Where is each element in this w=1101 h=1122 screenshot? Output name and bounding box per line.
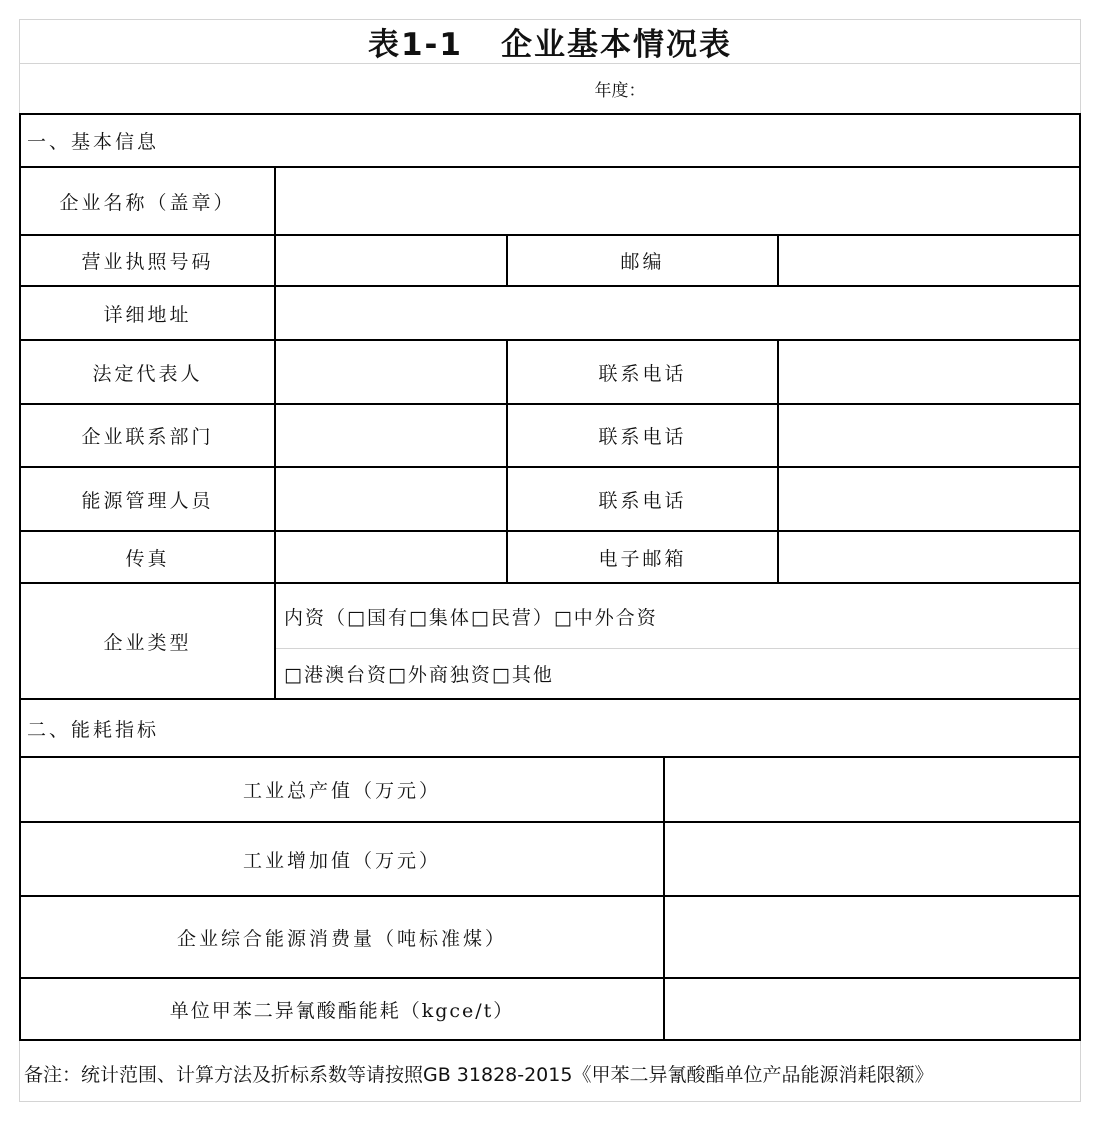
field-industrial-output[interactable] — [665, 758, 1079, 821]
label-postcode: 邮编 — [620, 251, 665, 273]
field-email[interactable] — [779, 532, 1079, 582]
label-company-type: 企业类型 — [103, 631, 192, 654]
label-email: 电子邮箱 — [598, 547, 687, 570]
field-phone-1[interactable] — [779, 341, 1079, 403]
field-legal-representative[interactable] — [276, 341, 506, 403]
field-postcode[interactable] — [779, 236, 1079, 285]
form-table — [19, 113, 1081, 1041]
label-contact-department: 企业联系部门 — [81, 426, 214, 448]
field-energy-manager[interactable] — [276, 468, 506, 530]
table-title — [19, 19, 1081, 64]
label-legal-representative: 法定代表人 — [92, 362, 203, 385]
field-energy-consumption[interactable] — [665, 897, 1079, 977]
title-prefix: 表1-1 — [367, 27, 463, 63]
field-unit-energy-consumption[interactable] — [665, 979, 1079, 1039]
label-industrial-output: 工业总产值（万元） — [242, 780, 441, 802]
title-main: 企业基本情况表 — [501, 27, 732, 63]
company-type-options-line2[interactable]: □港澳台资□外商独资□其他 — [284, 664, 554, 686]
footnote: 备注：统计范围、计算方法及折标系数等请按照GB 31828-2015《甲苯二异氰酸酯单位产品能源消耗限额》 — [24, 1063, 934, 1086]
label-energy-manager: 能源管理人员 — [81, 489, 214, 512]
label-company-name: 企业名称（盖章） — [59, 191, 236, 214]
section-heading-basic-info: 一、基本信息 — [27, 131, 160, 153]
field-contact-department[interactable] — [276, 405, 506, 466]
field-fax[interactable] — [276, 532, 506, 582]
field-company-name[interactable] — [276, 168, 1079, 234]
field-address[interactable] — [276, 287, 1079, 339]
label-phone-2: 联系电话 — [598, 426, 687, 448]
label-phone-3: 联系电话 — [598, 489, 687, 512]
field-value-added[interactable] — [665, 823, 1079, 895]
year-label: 年度： — [594, 81, 646, 101]
section-heading-energy-indicators: 二、能耗指标 — [27, 718, 160, 741]
label-value-added: 工业增加值（万元） — [242, 849, 441, 872]
field-license-number[interactable] — [276, 236, 506, 285]
field-phone-3[interactable] — [779, 468, 1079, 530]
field-phone-2[interactable] — [779, 405, 1079, 466]
company-type-options-line1[interactable]: 内资（□国有□集体□民营）□中外合资 — [284, 606, 658, 629]
label-unit-energy-consumption: 单位甲苯二异氰酸酯能耗（kgce/t） — [169, 999, 515, 1022]
label-address: 详细地址 — [103, 303, 192, 326]
label-phone-1: 联系电话 — [598, 362, 687, 385]
label-license-number: 营业执照号码 — [81, 251, 214, 273]
label-fax: 传真 — [125, 547, 170, 570]
label-energy-consumption: 企业综合能源消费量（吨标准煤） — [176, 927, 507, 950]
